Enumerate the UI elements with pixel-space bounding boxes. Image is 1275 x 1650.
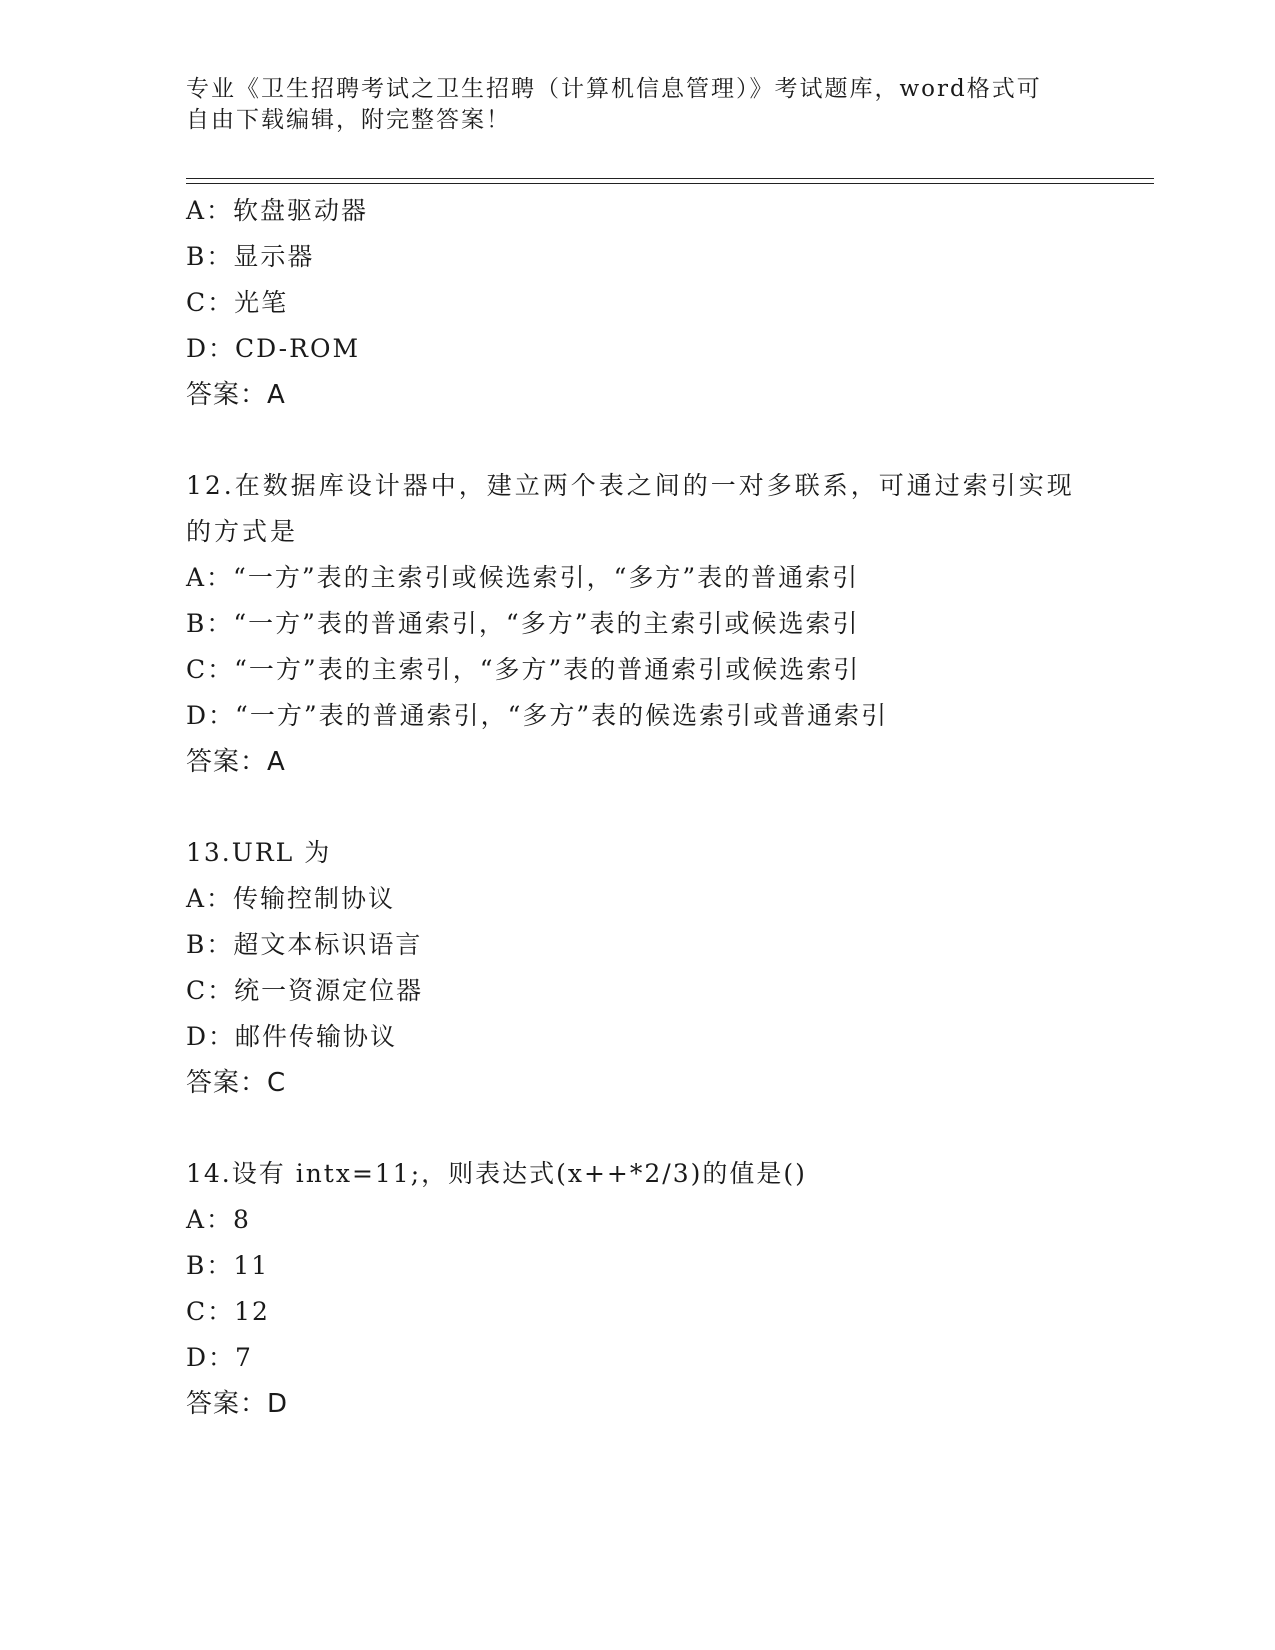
option-a: A：8 <box>186 1205 251 1234</box>
header-rule-bottom <box>186 183 1154 184</box>
question-block <box>186 830 1086 1106</box>
option-c: C：光笔 <box>186 288 289 317</box>
answer-line: 答案：D <box>186 1389 289 1419</box>
option-b: B：显示器 <box>186 242 315 271</box>
document-header: 专业《卫生招聘考试之卫生招聘（计算机信息管理）》考试题库，word格式可自由下载编辑，附完整答案！ <box>186 76 1042 133</box>
question-title: 12.在数据库设计器中，建立两个表之间的一对多联系，可通过索引实现的方式是 <box>186 471 1075 546</box>
spacer <box>186 785 1086 830</box>
question-block <box>186 188 1086 418</box>
question-block <box>186 1151 1086 1427</box>
option-c: C：12 <box>186 1297 270 1326</box>
option-a: A：软盘驱动器 <box>186 196 369 225</box>
answer-line: 答案：A <box>186 380 286 410</box>
spacer <box>186 418 1086 463</box>
option-c: C：统一资源定位器 <box>186 976 424 1005</box>
question-list <box>186 188 1086 1427</box>
option-b: B：“一方”表的普通索引，“多方”表的主索引或候选索引 <box>186 609 860 638</box>
option-b: B：超文本标识语言 <box>186 930 423 959</box>
option-d: D：邮件传输协议 <box>186 1022 398 1051</box>
option-b: B：11 <box>186 1251 270 1280</box>
spacer <box>186 1106 1086 1151</box>
answer-line: 答案：A <box>186 747 286 777</box>
question-title: 13.URL 为 <box>186 838 332 867</box>
option-d: D：CD-ROM <box>186 334 361 363</box>
answer-line: 答案：C <box>186 1068 287 1098</box>
option-d: D：“一方”表的普通索引，“多方”表的候选索引或普通索引 <box>186 701 889 730</box>
header-rule-top <box>186 178 1154 179</box>
option-c: C：“一方”表的主索引，“多方”表的普通索引或候选索引 <box>186 655 861 684</box>
question-title: 14.设有 intx=11;，则表达式(x++*2/3)的值是() <box>186 1159 807 1188</box>
question-block <box>186 463 1086 785</box>
option-a: A：“一方”表的主索引或候选索引，“多方”表的普通索引 <box>186 563 860 592</box>
option-d: D：7 <box>186 1343 253 1372</box>
option-a: A：传输控制协议 <box>186 884 396 913</box>
